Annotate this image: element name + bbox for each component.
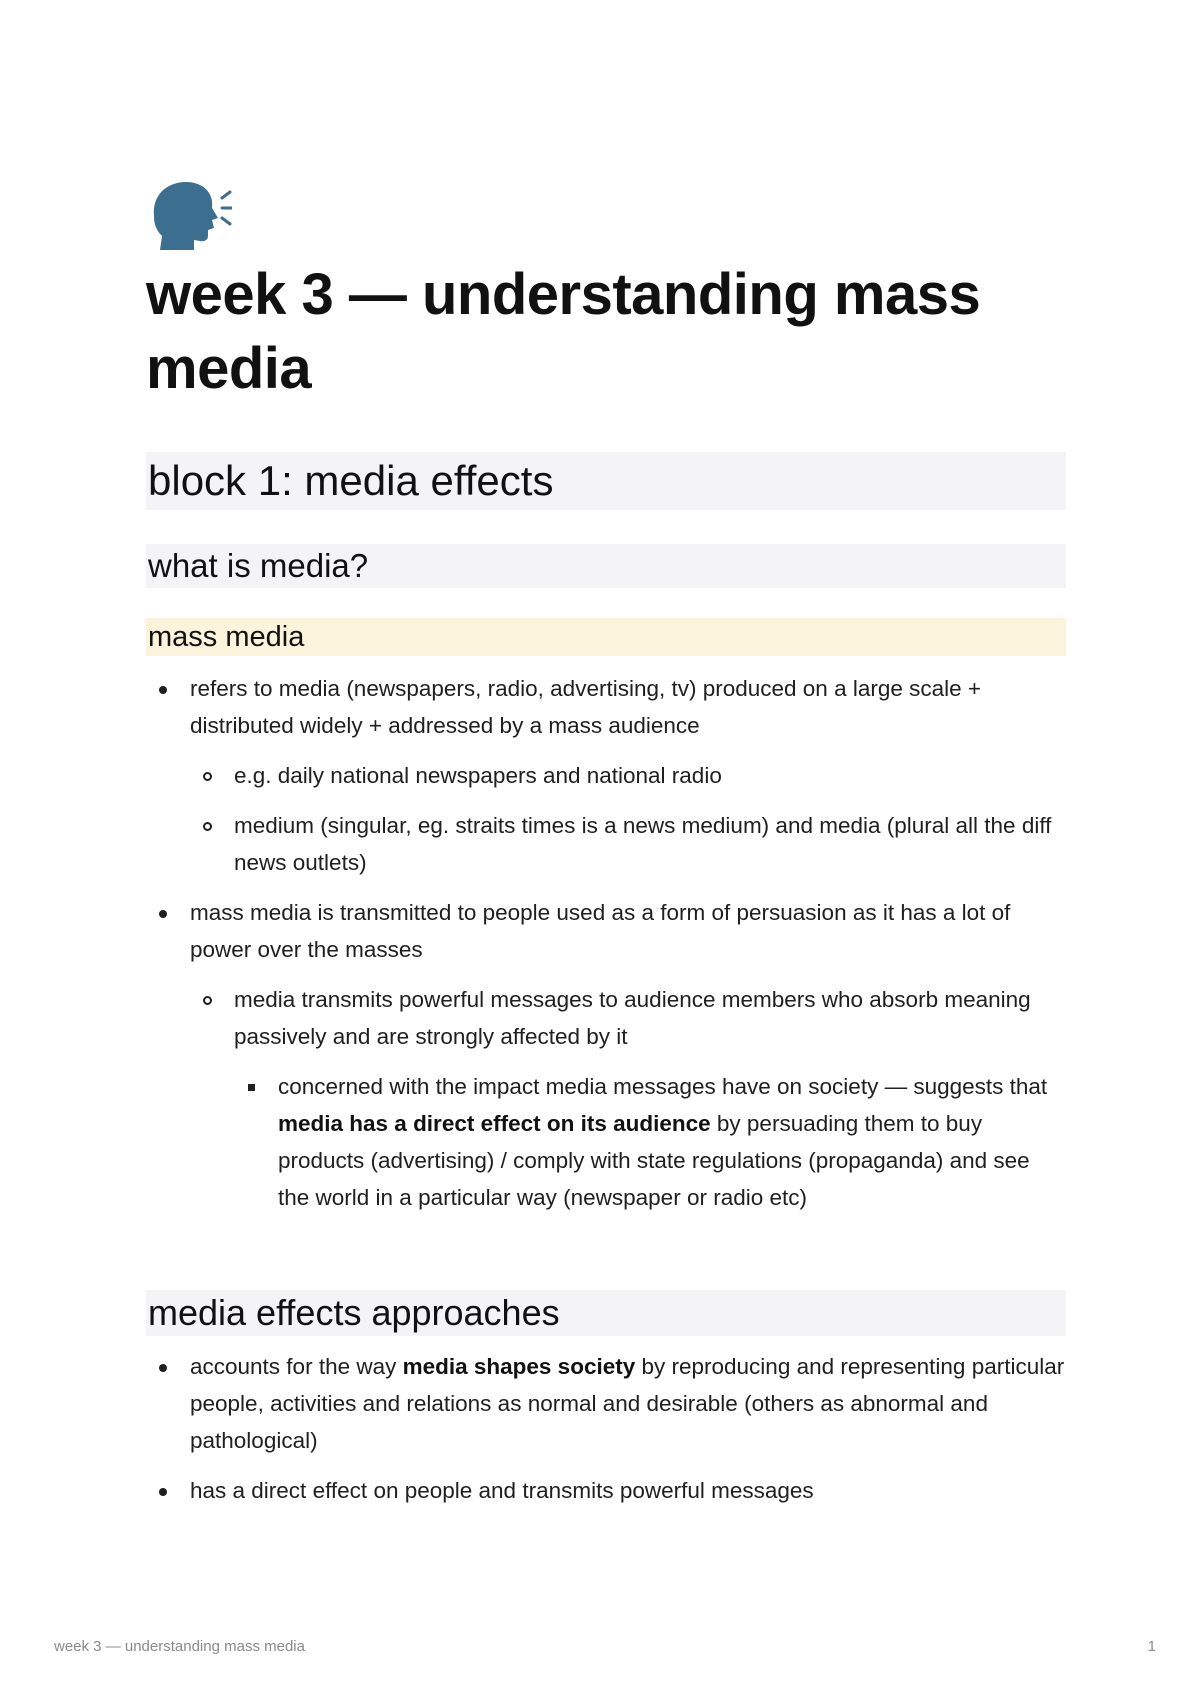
footer-doc-title: week 3 — understanding mass media [54, 1638, 305, 1655]
list-item: media transmits powerful messages to audience members who absorb meaning passively and are strongly affected by it [146, 981, 1066, 1055]
footer-page-number: 1 [1147, 1638, 1156, 1655]
list-item: has a direct effect on people and transmits powerful messages [146, 1472, 1066, 1509]
list-item: accounts for the way media shapes society by reproducing and representing particular people, activities and relations as normal and desirable (others as abnormal and pathological) [146, 1348, 1066, 1459]
heading-block-1: block 1: media effects [146, 452, 1066, 510]
bullet-disc [159, 910, 167, 918]
heading-what-is-media: what is media? [146, 544, 1066, 588]
bullet-disc [159, 1364, 167, 1372]
list-item: refers to media (newspapers, radio, advertising, tv) produced on a large scale + distributed widely + addressed by a mass audience [146, 670, 1066, 744]
bullet-circle [203, 772, 212, 781]
heading-media-effects-approaches: media effects approaches [146, 1290, 1066, 1336]
list-item: e.g. daily national newspapers and national radio [146, 757, 1066, 794]
speaking-head-icon [146, 178, 232, 250]
bullet-circle [203, 996, 212, 1005]
bullet-circle [203, 822, 212, 831]
bullet-disc [159, 686, 167, 694]
list-item: medium (singular, eg. straits times is a news medium) and media (plural all the diff news outlets) [146, 807, 1066, 881]
approaches-list [146, 1348, 1066, 1509]
page-title: week 3 — understanding mass media [146, 262, 981, 401]
list-item: concerned with the impact media messages have on society — suggests that media has a direct effect on its audience by persuading them to buy products (advertising) / comply with state regulations (propaganda) and see the world in a particular way (newspaper or radio etc) [146, 1068, 1066, 1216]
bullet-disc [159, 1488, 167, 1496]
list-item: mass media is transmitted to people used as a form of persuasion as it has a lot of power over the masses [146, 894, 1066, 968]
heading-mass-media: mass media [146, 618, 1066, 656]
mass-media-list [146, 670, 1066, 1216]
bullet-square [248, 1084, 255, 1091]
